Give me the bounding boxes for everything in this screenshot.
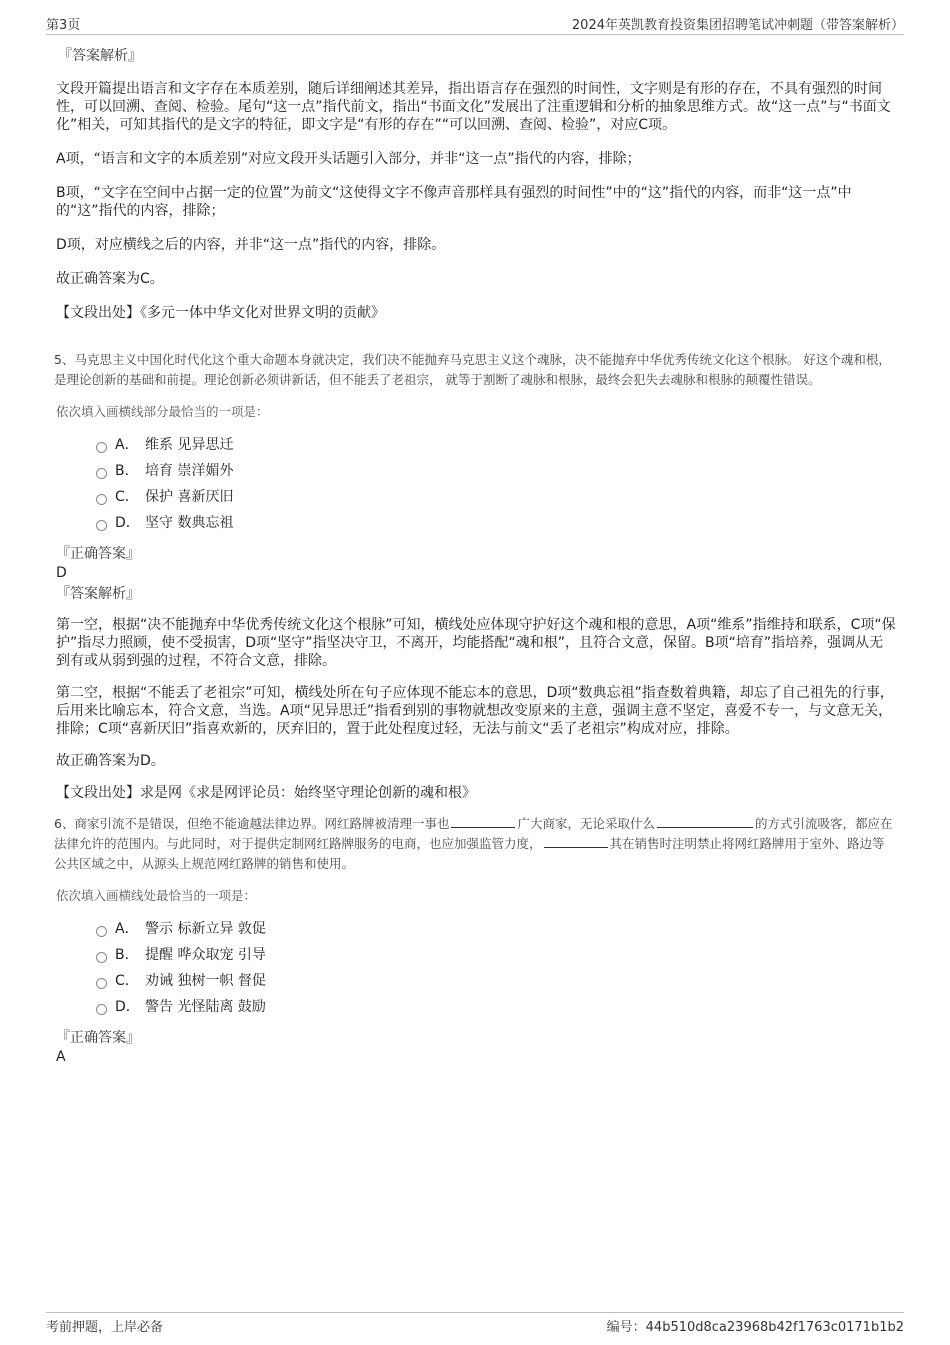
- radio-button[interactable]: [96, 952, 107, 963]
- document-title: 2024年英凯教育投资集团招聘笔试冲刺题（带答案解析）: [571, 18, 904, 33]
- radio-button[interactable]: [96, 1004, 107, 1015]
- fill-blank: [451, 815, 515, 828]
- correct-answer-label: 『正确答案』: [56, 1030, 140, 1046]
- page-content: [56, 46, 896, 1066]
- option-b[interactable]: B． 培育 崇洋媚外: [96, 458, 896, 484]
- option-list: [96, 916, 896, 1020]
- analysis-paragraph: 文段开篇提出语言和文字存在本质差别，随后详细阐述其差异，指出语言存在强烈的时间性，文字则是有形的存在，不具有强烈的时间性，可以回溯、查阅、检验。尾句“这一点”指代前文，指出“书面文化”发展出了注重逻辑和分析的抽象思维方式。故“这一点”与“书面文化”相关，可知其指代的是文字的特征，即文字是“有形的存在”“可以回溯、查阅、检验”，对应C项。: [56, 81, 891, 133]
- analysis-paragraph: D项，对应横线之后的内容，并非“这一点”指代的内容，排除。: [56, 237, 446, 253]
- option-list: [96, 432, 896, 536]
- option-a[interactable]: A． 警示 标新立异 敦促: [96, 916, 896, 942]
- page-number: 第3页: [46, 18, 81, 33]
- question-text: 6、商家引流不是错误，但绝不能逾越法律边界。网红路牌被清理一事也 广大商家，无论采取什么 的方式引流吸客，都应在法律允许的范围内。与此同时，对于提供定制网红路牌服务的电商，也应加强监管力度， 其在销售时注明禁止将网红路牌用于室外、路边等公共区域之中，从源头上规范网红路牌的销售和使用。: [54, 816, 893, 871]
- page-footer: [46, 1312, 904, 1336]
- page-header: [46, 14, 904, 35]
- fill-blank: [544, 835, 608, 848]
- footer-slogan: 考前押题，上岸必备: [46, 1320, 164, 1335]
- option-c[interactable]: C． 保护 喜新厌旧: [96, 484, 896, 510]
- analysis-paragraph: 第二空，根据“不能丢了老祖宗”可知，横线处所在句子应体现不能忘本的意思，D项“数典忘祖”指查数着典籍，却忘了自己祖先的行事，后用来比喻忘本，符合文意，当选。A项“见异思迁”指看到别的事物就想改变原来的主意，强调主意不坚定，喜爱不专一，与文意无关，排除；C项“喜新厌旧”指喜欢新的，厌弃旧的，置于此处程度过轻，无法与前文“丢了老祖宗”构成对应，排除。: [56, 685, 894, 737]
- radio-button[interactable]: [96, 926, 107, 937]
- option-c[interactable]: C． 劝诫 独树一帜 督促: [96, 968, 896, 994]
- answer-summary: 故正确答案为C。: [56, 271, 164, 287]
- analysis-paragraph: A项，“语言和文字的本质差别”对应文段开头话题引入部分，并非“这一点”指代的内容，排除；: [56, 151, 641, 167]
- passage-source: 【文段出处】《多元一体中华文化对世界文明的贡献》: [56, 305, 385, 321]
- option-b[interactable]: B． 提醒 哗众取宠 引导: [96, 942, 896, 968]
- question-text: 5、马克思主义中国化时代化这个重大命题本身就决定，我们决不能抛弃马克思主义这个魂脉，决不能抛弃中华优秀传统文化这个根脉。 好这个魂和根，是理论创新的基础和前提。理论创新必须讲新话，但不能丢了老祖宗， 就等于割断了魂脉和根脉，最终会犯失去魂脉和根脉的颠覆性错误。: [54, 352, 891, 387]
- answer-summary: 故正确答案为D。: [56, 753, 165, 769]
- correct-answer: A: [56, 1049, 66, 1065]
- correct-answer-label: 『正确答案』: [56, 546, 140, 562]
- radio-button[interactable]: [96, 978, 107, 989]
- fill-blank: [657, 815, 753, 828]
- analysis-paragraph: B项，“文字在空间中占据一定的位置”为前文“这使得文字不像声音那样具有强烈的时间性”中的“这”指代的内容，而非“这一点”中的“这”指代的内容，排除；: [56, 185, 852, 219]
- option-a[interactable]: A． 维系 见异思迁: [96, 432, 896, 458]
- radio-button[interactable]: [96, 520, 107, 531]
- correct-answer: D: [56, 565, 67, 581]
- radio-button[interactable]: [96, 468, 107, 479]
- option-d[interactable]: D． 警告 光怪陆离 鼓励: [96, 994, 896, 1020]
- question-prompt: 依次填入画横线部分最恰当的一项是：: [56, 404, 269, 419]
- analysis-paragraph: 第一空，根据“决不能抛弃中华优秀传统文化这个根脉”可知，横线处应体现守护好这个魂和根的意思，A项“维系”指维持和联系，C项“保护”指尽力照顾，使不受损害，D项“坚守”指坚决守卫，不离开，均能搭配“魂和根”，且符合文意，保留。B项“培育”指培养，强调从无到有或从弱到强的过程，不符合文意，排除。: [56, 617, 896, 669]
- radio-button[interactable]: [96, 442, 107, 453]
- document-id: 编号：44b510d8ca23968b42f1763c0171b1b2: [606, 1320, 904, 1335]
- question-prompt: 依次填入画横线处最恰当的一项是：: [56, 888, 257, 903]
- analysis-label: 『答案解析』: [56, 586, 140, 602]
- radio-button[interactable]: [96, 494, 107, 505]
- passage-source: 【文段出处】求是网《求是网评论员：始终坚守理论创新的魂和根》: [56, 785, 476, 801]
- option-d[interactable]: D． 坚守 数典忘祖: [96, 510, 896, 536]
- analysis-label: 『答案解析』: [58, 48, 142, 64]
